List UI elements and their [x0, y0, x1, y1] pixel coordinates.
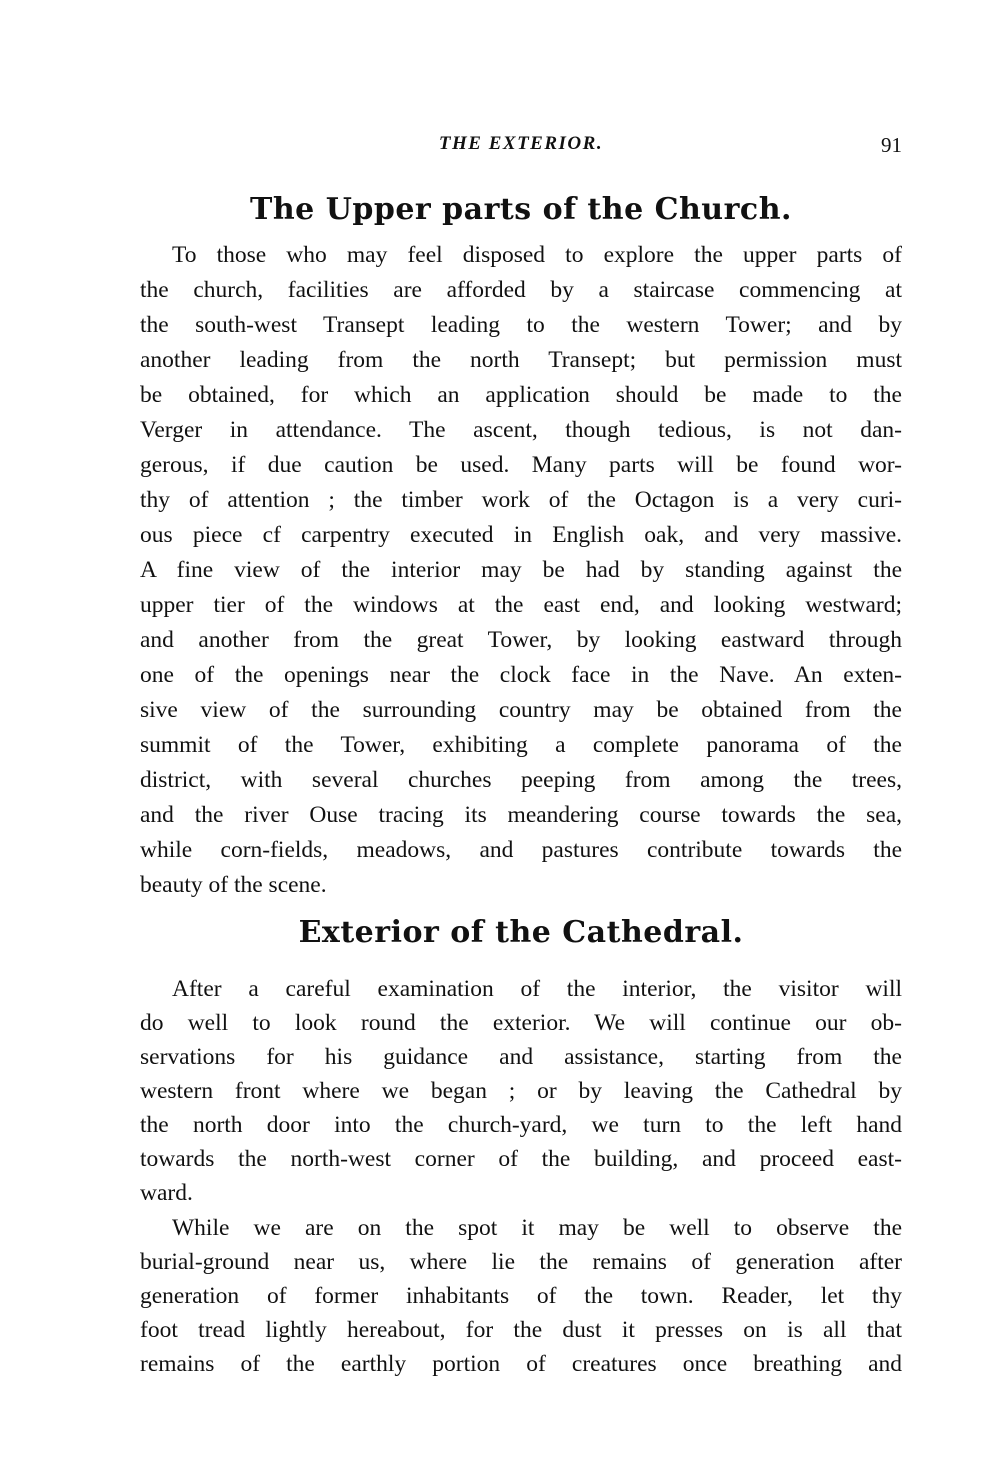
- text-line: ward.: [140, 1180, 193, 1206]
- text-line: gerous, if due caution be used. Many parts will be found wor-: [140, 452, 902, 478]
- text-line: sive view of the surrounding country may be obtained from the: [140, 697, 902, 723]
- text-line: and another from the great Tower, by looking eastward through: [140, 627, 902, 653]
- page-number: 91: [881, 133, 902, 157]
- text-line: ous piece cf carpentry executed in English oak, and very massive.: [140, 522, 902, 548]
- text-line: While we are on the spot it may be well to observe the: [172, 1215, 902, 1241]
- text-line: To those who may feel disposed to explore the upper parts of: [172, 242, 902, 268]
- section-heading-upper-parts: The Upper parts of the Church.: [250, 192, 792, 227]
- text-line: burial-ground near us, where lie the remains of generation after: [140, 1249, 902, 1275]
- text-line: summit of the Tower, exhibiting a complete panorama of the: [140, 732, 902, 758]
- text-line: one of the openings near the clock face in the Nave. An exten-: [140, 662, 902, 688]
- text-line: district, with several churches peeping from among the trees,: [140, 767, 902, 793]
- text-line: servations for his guidance and assistance, starting from the: [140, 1044, 902, 1070]
- text-line: A fine view of the interior may be had by standing against the: [140, 557, 902, 583]
- text-line: generation of former inhabitants of the town. Reader, let thy: [140, 1283, 902, 1309]
- text-line: the north door into the church-yard, we turn to the left hand: [140, 1112, 902, 1138]
- text-line: western front where we began ; or by leaving the Cathedral by: [140, 1078, 902, 1104]
- text-line: foot tread lightly hereabout, for the dust it presses on is all that: [140, 1317, 902, 1343]
- text-line: Verger in attendance. The ascent, though tedious, is not dan-: [140, 417, 902, 443]
- text-line: while corn-fields, meadows, and pastures contribute towards the: [140, 837, 902, 863]
- text-line: thy of attention ; the timber work of the Octagon is a very curi-: [140, 487, 902, 513]
- text-line: After a careful examination of the interior, the visitor will: [172, 976, 902, 1002]
- text-line: towards the north-west corner of the building, and proceed east-: [140, 1146, 902, 1172]
- section-heading-exterior: Exterior of the Cathedral.: [298, 915, 744, 950]
- text-line: another leading from the north Transept; but permission must: [140, 347, 902, 373]
- text-line: be obtained, for which an application should be made to the: [140, 382, 902, 408]
- text-line: upper tier of the windows at the east end, and looking westward;: [140, 592, 902, 618]
- text-line: the church, facilities are afforded by a staircase commencing at: [140, 277, 902, 303]
- text-line: do well to look round the exterior. We will continue our ob-: [140, 1010, 902, 1036]
- running-head: [140, 133, 902, 159]
- text-line: the south-west Transept leading to the western Tower; and by: [140, 312, 902, 338]
- text-line: remains of the earthly portion of creatures once breathing and: [140, 1351, 902, 1377]
- text-line: beauty of the scene.: [140, 872, 327, 898]
- text-line: and the river Ouse tracing its meandering course towards the sea,: [140, 802, 902, 828]
- running-title: THE EXTERIOR.: [438, 133, 604, 154]
